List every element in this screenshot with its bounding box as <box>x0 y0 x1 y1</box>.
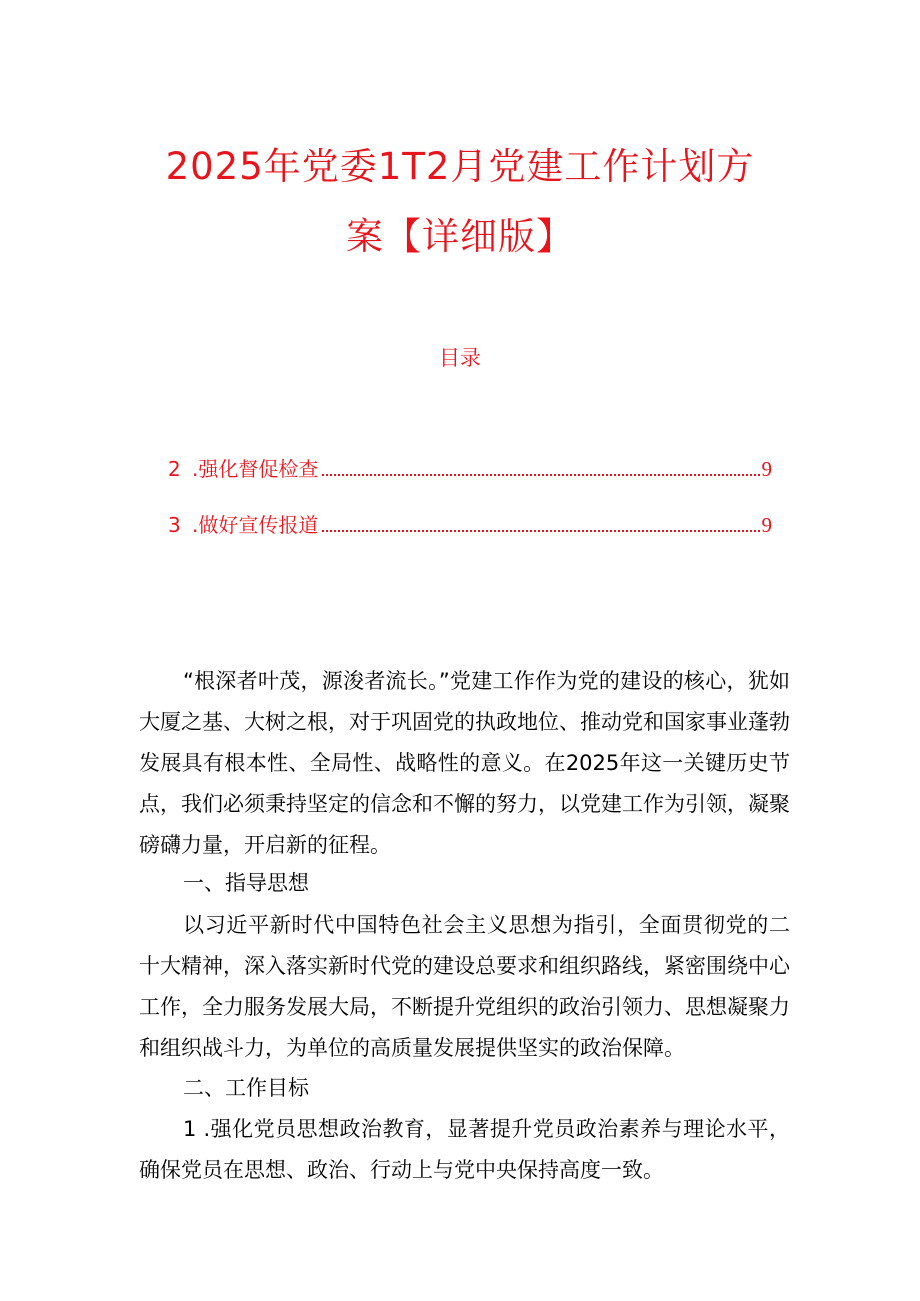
toc-entry-page: 9 <box>761 513 772 537</box>
section-heading-work-goals: 二、工作目标 <box>183 1076 309 1100</box>
toc-heading: 目录 <box>439 346 481 370</box>
toc-leader-dots <box>322 529 759 532</box>
toc-entry[interactable] <box>168 453 772 482</box>
toc-entry-page: 9 <box>761 457 772 481</box>
toc-entry-text: .做好宣传报道 <box>192 513 319 537</box>
toc-entry-number: 2 <box>168 457 181 481</box>
toc-entry-text: .强化督促检查 <box>192 457 319 481</box>
document-title-line-1: 2025年党委1T2月党建工作计划方 <box>165 145 755 188</box>
document-title-line-2: 案【详细版】 <box>346 215 574 258</box>
toc-entry[interactable] <box>168 509 772 538</box>
toc-entry-number: 3 <box>168 513 181 537</box>
guiding-ideology-paragraph: 以习近平新时代中国特色社会主义思想为指引，全面贯彻党的二十大精神，深入落实新时代党的建设总要求和组织路线，紧密围绕中心工作，全力服务发展大局，不断提升党组织的政治引领力、思想凝聚力和组织战斗力，为单位的高质量发展提供坚实的政治保障。 <box>139 913 790 1060</box>
work-goals-paragraph: 1 .强化党员思想政治教育，显著提升党员政治素养与理论水平，确保党员在思想、政治、行动上与党中央保持高度一致。 <box>139 1117 790 1182</box>
section-heading-guiding-ideology: 一、指导思想 <box>183 871 309 895</box>
intro-paragraph: “根深者叶茂，源浚者流长。”党建工作作为党的建设的核心，犹如大厦之基、大树之根，对于巩固党的执政地位、推动党和国家事业蓬勃发展具有根本性、全局性、战略性的意义。在2025年这一关键历史节点，我们必须秉持坚定的信念和不懈的努力，以党建工作为引领，凝聚磅礴力量，开启新的征程。 <box>139 669 790 857</box>
toc-leader-dots <box>322 473 759 476</box>
